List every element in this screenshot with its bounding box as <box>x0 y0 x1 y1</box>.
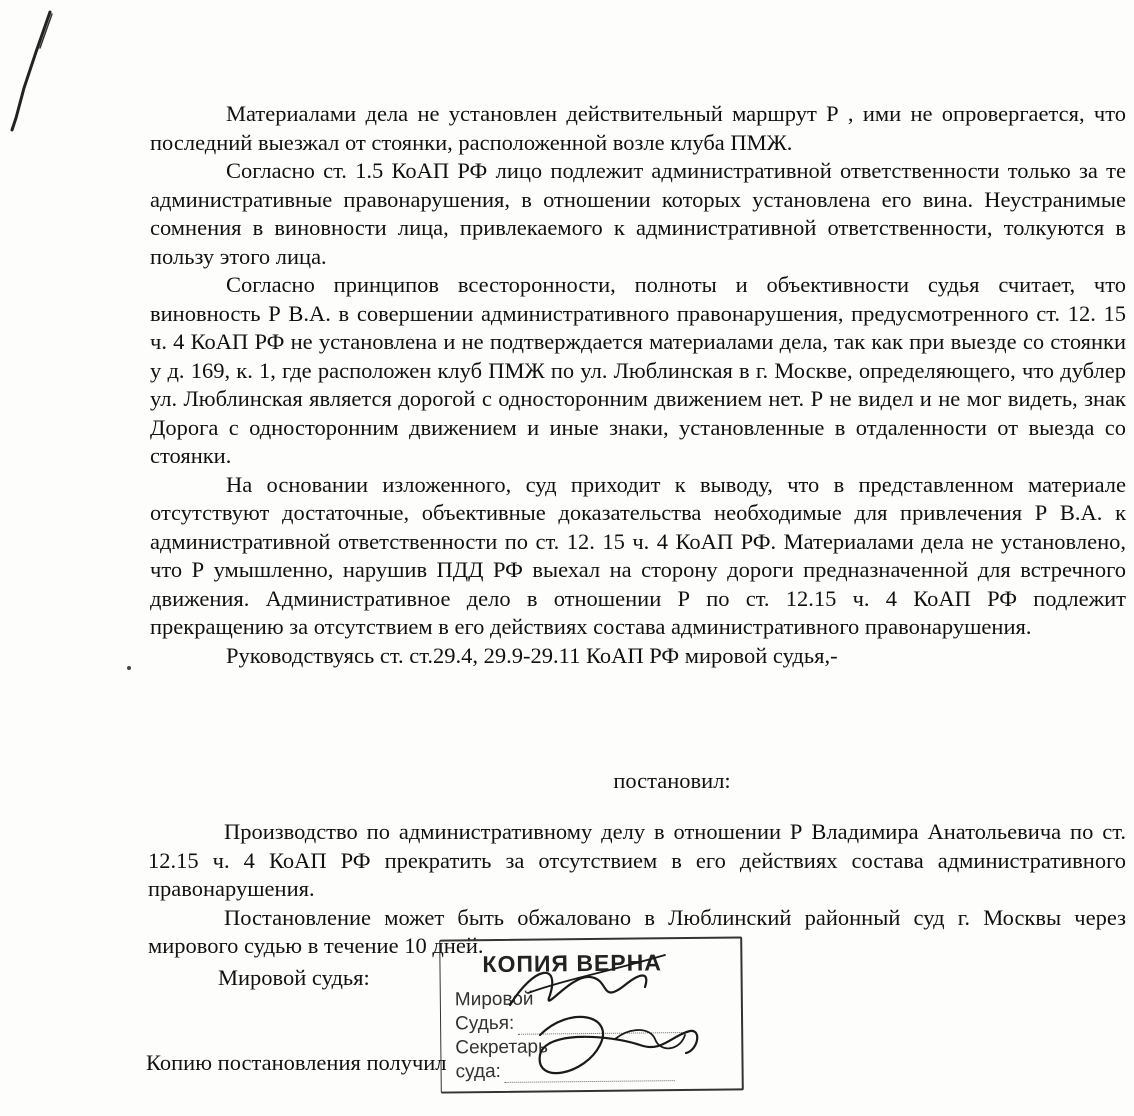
judge-signature-label: Мировой судья: <box>218 965 370 990</box>
copy-received-label: Копию постановления получил <box>146 1050 447 1075</box>
paragraph-guided-by: Руководствуясь ст. ст.29.4, 29.9-29.11 КоАП РФ мировой судья,- <box>226 642 838 668</box>
ruling-heading: постановил: <box>613 768 731 793</box>
stamp-line-judge-2: Судья: <box>455 1011 688 1035</box>
paragraph-terminate: Производство по административному делу в отношении Р Владимира Анатольевича по ст. 12.15 ч. 4 КоАП РФ прекратить за отсутствием в его действиях состава административного правонарушения. <box>148 819 1126 901</box>
paragraph-appeal: Постановление может быть обжаловано в Люблинский районный суд г. Москвы через мирового судью в течение 10 дней. <box>148 904 1126 958</box>
certified-copy-stamp <box>439 936 744 1093</box>
stamp-line-secretary-1: Секретарь <box>455 1036 549 1059</box>
paragraph-conclusion: На основании изложенного, суд приходит к выводу, что в представленном материале отсутствуют достаточные, объективные доказательства необходимые для привлечения Р В.А. к административной ответственности по ст. 12. 15 ч. 4 КоАП РФ. Материалами дела не установлено, что Р умышленно, нарушив ПДД РФ выехал на сторону дороги предназначенной для встречного движения. Административное дело в отношении Р по ст. 12.15 ч. 4 КоАП РФ подлежит прекращению за отсутствием в его действиях состава административного правонарушения. <box>150 471 1126 639</box>
stamp-line-judge-1: Мировой <box>454 988 534 1011</box>
stamp-title: КОПИЯ ВЕРНА <box>482 949 663 978</box>
paragraph-principles: Согласно принципов всесторонности, полноты и объективности судья считает, что виновность Р В.А. в совершении административного правонарушения, предусмотренного ст. 12. 15 ч. 4 КоАП РФ не установлена и не подтверждается материалами дела, так как при выезде со стоянки у д. 169, к. 1, где расположен клуб ПМЖ по ул. Люблинская в г. Москве, определяющего, что дублер ул. Люблинская является дорогой с односторонним движением нет. Р не видел и не мог видеть, знак Дорога с односторонним движением и иные знаки, установленные в отдаленности от выезда со стоянки. <box>150 272 1126 468</box>
paragraph-route: Материалами дела не установлен действительный маршрут Р , ими не опровергается, что последний выезжал от стоянки, расположенной возле клуба ПМЖ. <box>150 101 1126 155</box>
paragraph-article-1-5: Согласно ст. 1.5 КоАП РФ лицо подлежит административной ответственности только за те административные правонарушения, в отношении которых установлена его вина. Неустранимые сомнения в виновности лица, привлекаемого к административной ответственности, толкуются в пользу этого лица. <box>150 158 1126 269</box>
margin-dot <box>127 666 131 670</box>
margin-pen-stroke <box>6 6 66 136</box>
stamp-line-secretary-2: суда: <box>455 1059 675 1083</box>
body-text <box>150 100 1126 670</box>
